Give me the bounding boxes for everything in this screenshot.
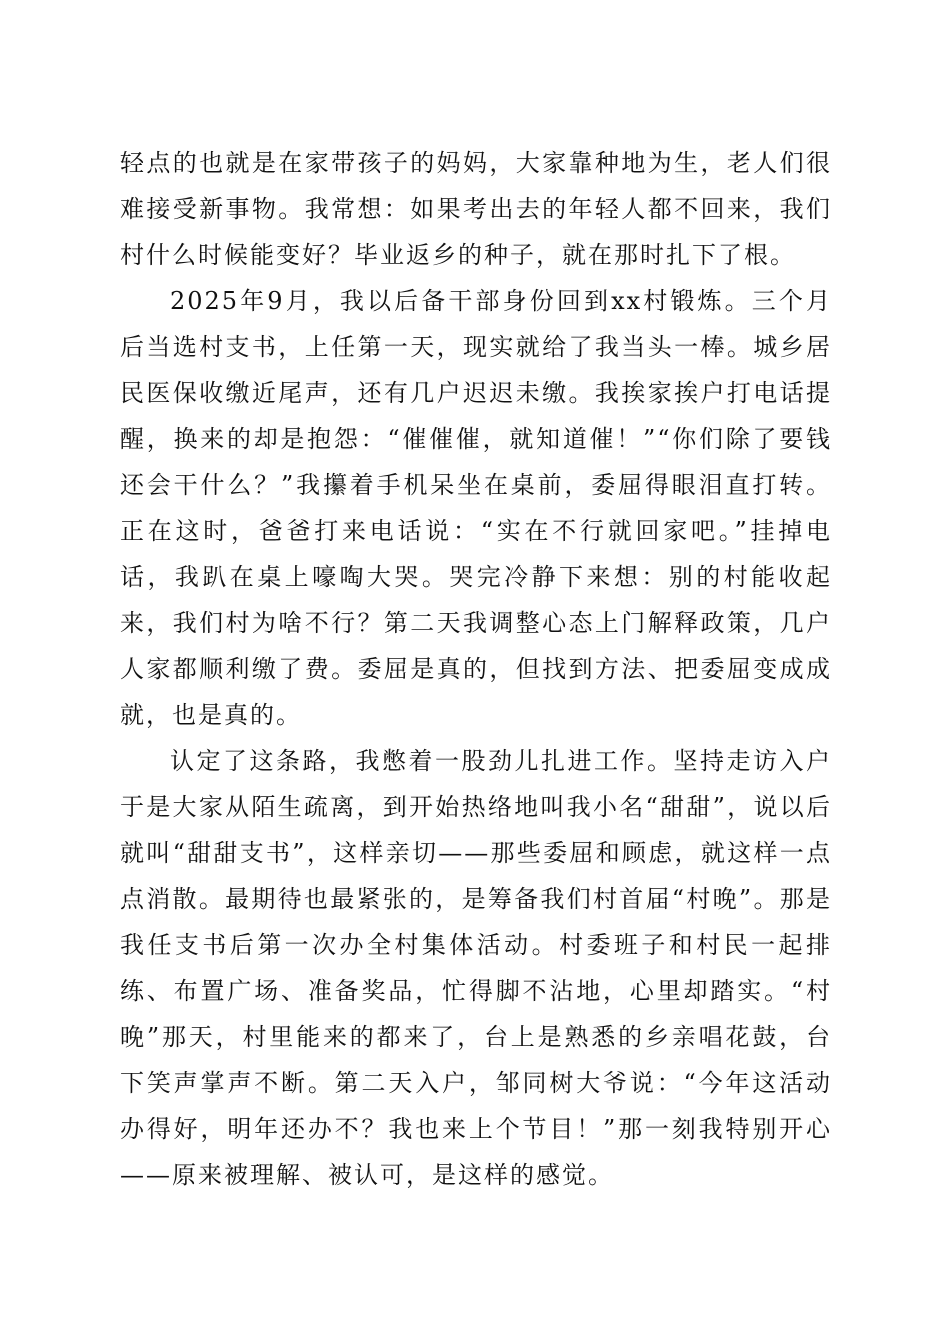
paragraph-2: 2025年9月，我以后备干部身份回到xx村锻炼。三个月后当选村支书，上任第一天，现实就给了我当头一棒。城乡居民医保收缴近尾声，还有几户迟迟未缴。我挨家挨户打电话提醒，换来的却是抱怨：“催催催，就知道催！”“你们除了要钱还会干什么？”我攥着手机呆坐在桌前，委屈得眼泪直打转。正在这时，爸爸打来电话说：“实在不行就回家吧。”挂掉电话，我趴在桌上嚎啕大哭。哭完冷静下来想：别的村能收起来，我们村为啥不行？第二天我调整心态上门解释政策，几户人家都顺利缴了费。委屈是真的，但找到方法、把委屈变成成就，也是真的。 (120, 287, 832, 729)
body-text (120, 140, 832, 1198)
paragraph-3: 认定了这条路，我憋着一股劲儿扎进工作。坚持走访入户于是大家从陌生疏离，到开始热络地叫我小名“甜甜”，说以后就叫“甜甜支书”，这样亲切——那些委屈和顾虑，就这样一点点消散。最期待也最紧张的，是筹备我们村首届“村晚”。那是我任支书后第一次办全村集体活动。村委班子和村民一起排练、布置广场、准备奖品，忙得脚不沾地，心里却踏实。“村晚”那天，村里能来的都来了，台上是熟悉的乡亲唱花鼓，台下笑声掌声不断。第二天入户，邹同树大爷说：“今年这活动办得好，明年还办不？我也来上个节目！”那一刻我特别开心——原来被理解、被认可，是这样的感觉。 (120, 747, 832, 1189)
paragraph-1: 轻点的也就是在家带孩子的妈妈，大家靠种地为生，老人们很难接受新事物。我常想：如果考出去的年轻人都不回来，我们村什么时候能变好？毕业返乡的种子，就在那时扎下了根。 (120, 149, 832, 269)
